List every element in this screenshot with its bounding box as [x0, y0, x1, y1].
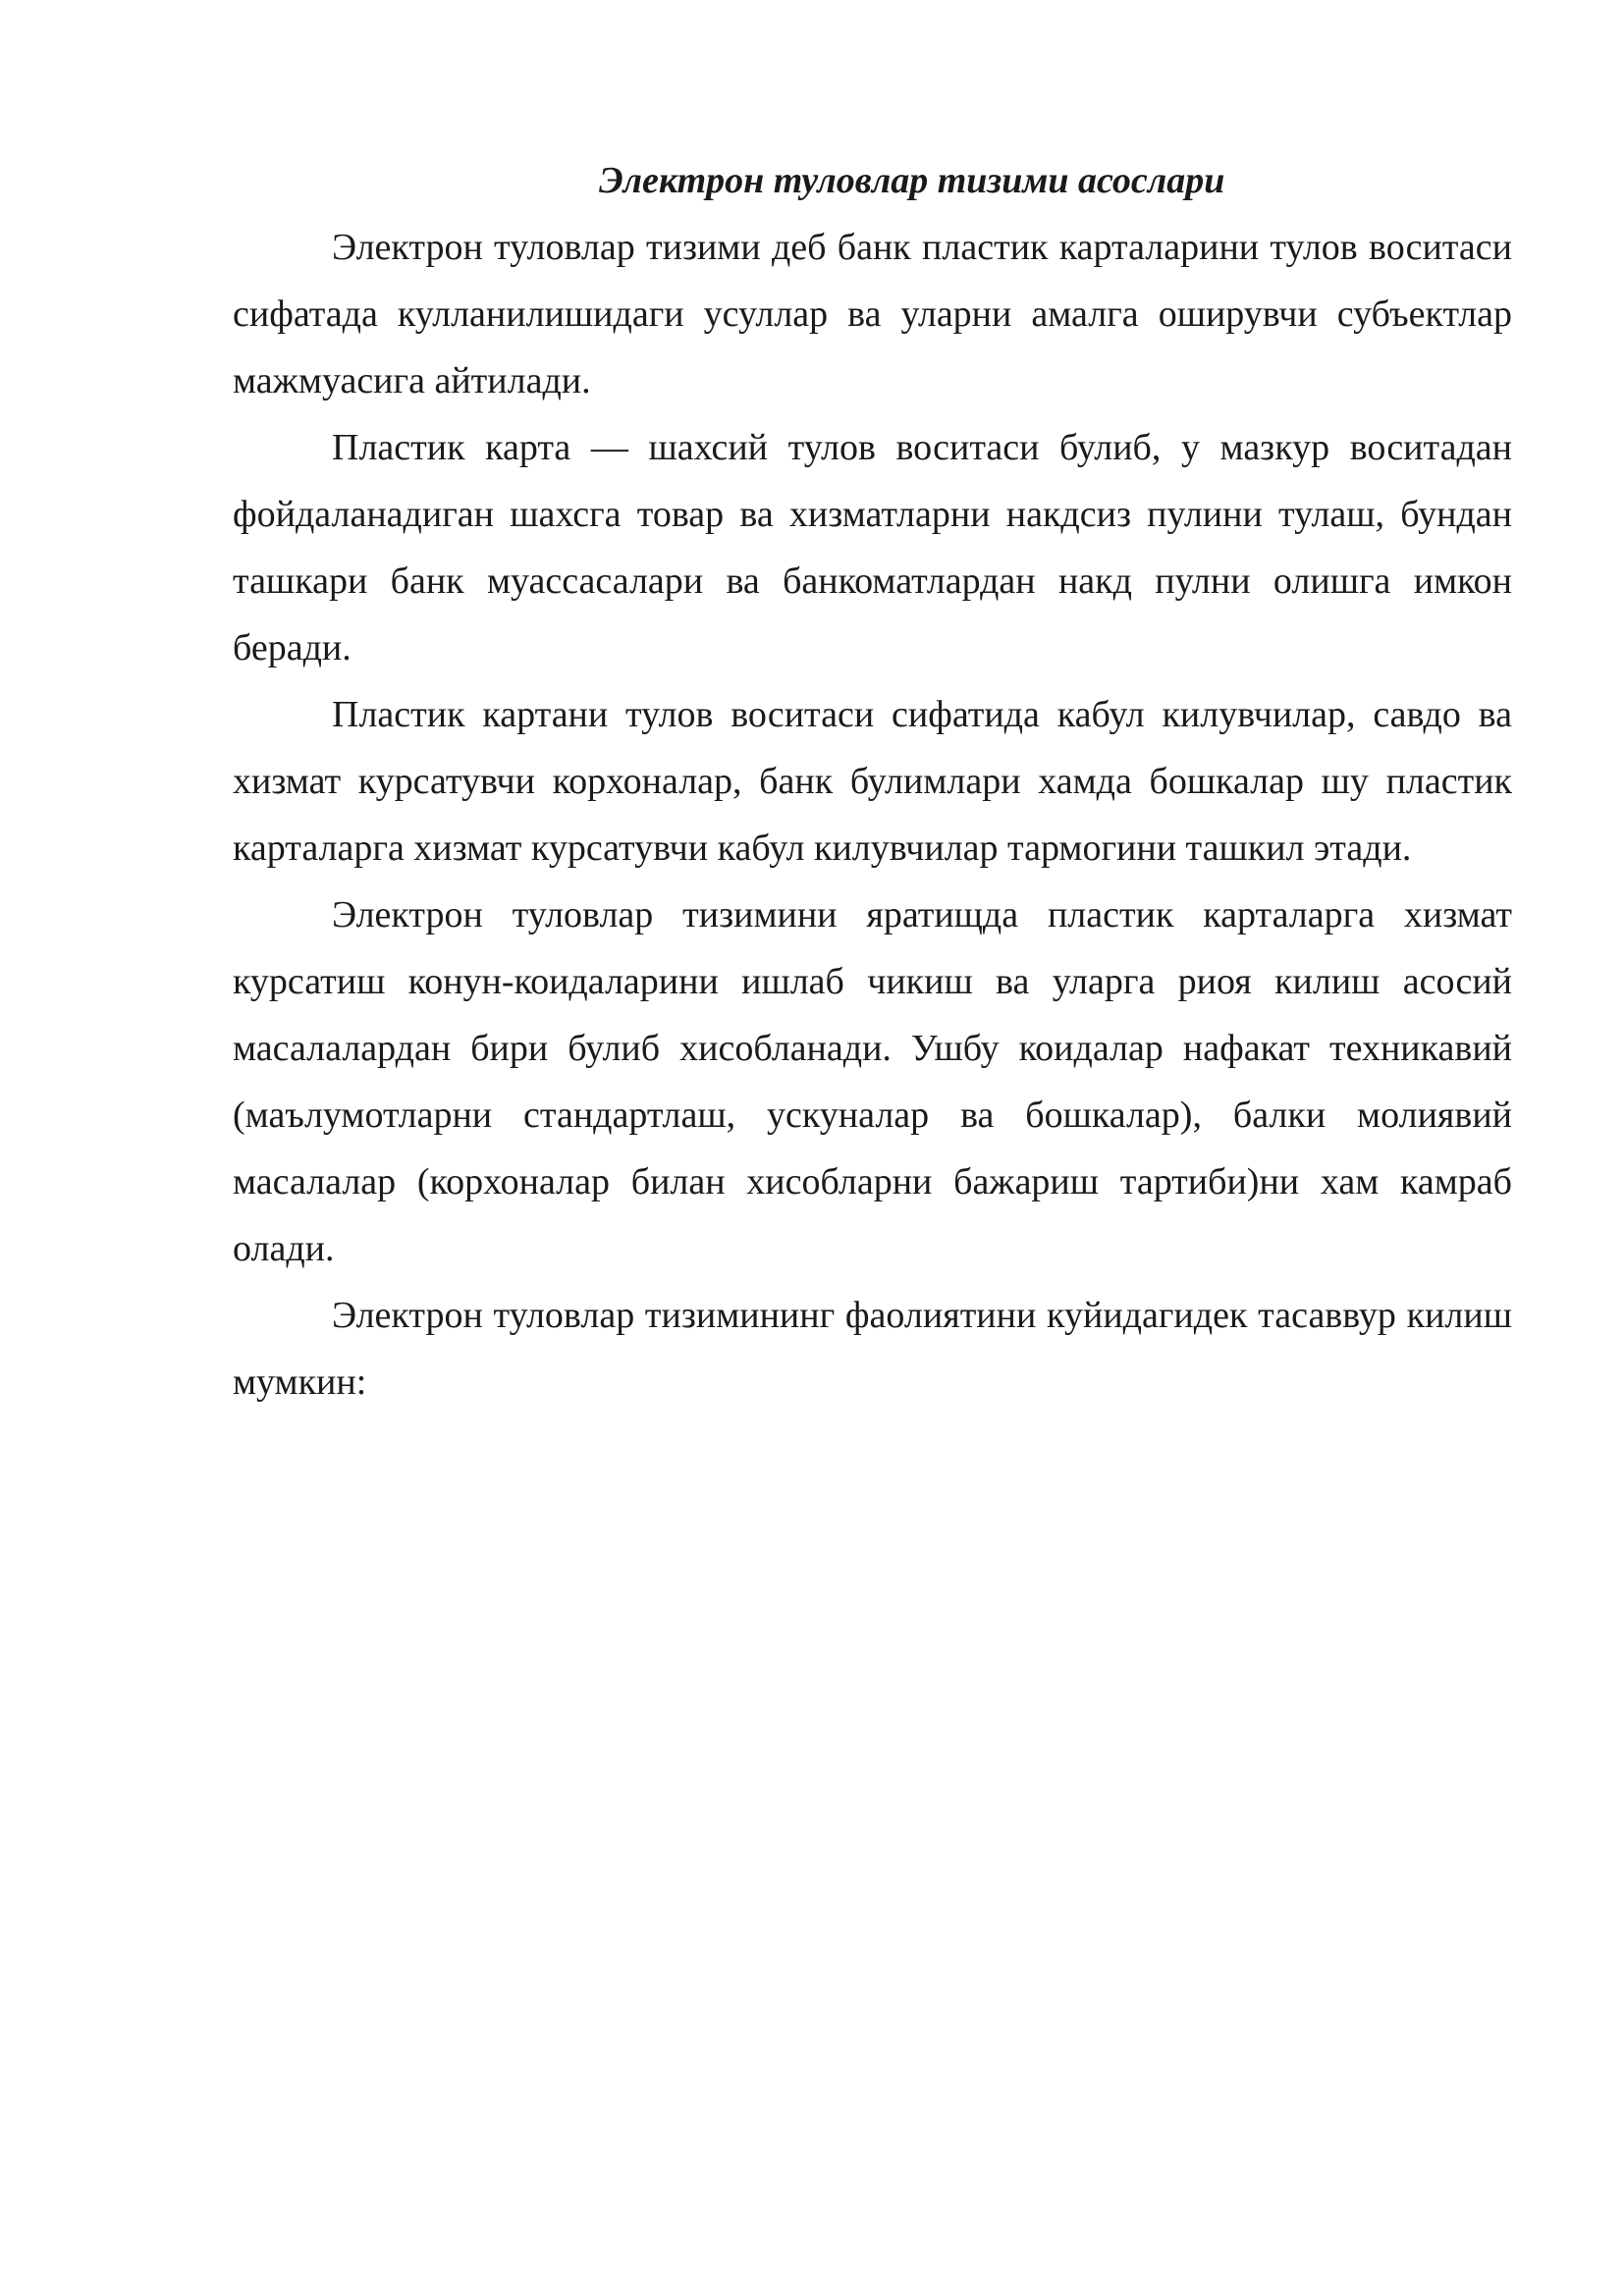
document-title: Электрон туловлар тизими асослари — [599, 160, 1225, 201]
paragraph-3: Пластик картани тулов воситаси сифатида кабул килувчилар, савдо ва хизмат курсатувчи корхоналар, банк булимлари хамда бошкалар шу пластик карталарга хизмат курсатувчи кабул килувчилар тармогини ташкил этади. — [233, 694, 1512, 869]
document-body — [233, 147, 1512, 1415]
paragraph-4: Электрон туловлар тизимини яратищда пластик карталарга хизмат курсатиш конун-коидаларини ишлаб чикиш ва уларга риоя килиш асосий масалалардан бири булиб хисобланади. Ушбу коидалар нафакат техникавий (маълумотларни стандартлаш, ускуналар ва бошкалар), балки молиявий масалалар (корхоналар билан хисобларни бажариш тартиби)ни хам камраб олади. — [233, 894, 1512, 1269]
paragraph-1: Электрон туловлар тизими деб банк пластик карталарини тулов воситаси сифатада кулланилишидаги усуллар ва уларни амалга оширувчи субъектлар мажмуасига айтилади. — [233, 227, 1512, 401]
paragraph-2: Пластик карта — шахсий тулов воситаси булиб, у мазкур воситадан фойдаланадиган шахсга товар ва хизматларни накдсиз пулини тулаш, бундан ташкари банк муассасалари ва банкоматлардан накд пулни олишга имкон беради. — [233, 427, 1512, 668]
paragraph-5: Электрон туловлар тизимининг фаолиятини куйидагидек тасаввур килиш мумкин: — [233, 1295, 1512, 1403]
